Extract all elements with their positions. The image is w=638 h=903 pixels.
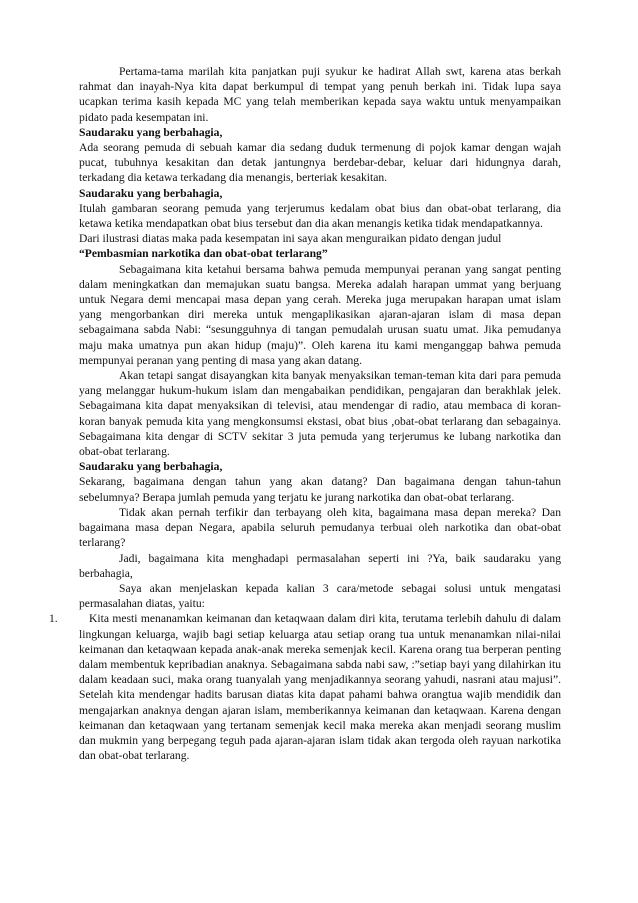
question-paragraph: Sekarang, bagaimana dengan tahun yang akan datang? Dan bagaimana dengan tahun-tahun sebelumnya? Berapa jumlah pemuda yang terjatu ke jurang narkotika dan obat-obat terlarang.	[79, 475, 561, 504]
list-item-text: Kita mesti menanamkan keimanan dan ketaqwaan dalam diri kita, terutama terlebih dahulu di dalam lingkungan keluarga, wajib bagi setiap keluarga atau setiap orang tua untuk menanamkan nilai-nilai keimanan dan ketaqwaan kepada anak-anak mereka semenjak kecil. Karena orang tua berperan penting dalam membentuk kepribadian anaknya. Sebagaimana sabda nabi saw, :”setiap bayi yang dilahirkan itu dalam keadaan suci, maka orang tuanyalah yang menjadikannya seorang yahudi, nasrani atau majusi”. Setelah kita mendengar hadits barusan diatas kita dapat pahami bahwa orangtua wajib mendidik dan mengajarkan anaknya dengan ajaran islam, memberikannya keimanan dan ketaqwaan. Karena dengan keimanan dan ketaqwaan yang tertanam semenjak kecil maka mereka akan menjadi seorang muslim dan mukmin yang berpegang teguh pada ajaran-ajaran islam tidak akan tergoda oleh rayuan narkotika dan obat-obat terlarang.	[79, 612, 561, 763]
youth-role-paragraph: Sebagaimana kita ketahui bersama bahwa pemuda mempunyai peranan yang sangat penting dalam meningkatkan dan memajukan suatu bangsa. Mereka adalah harapan ummat yang berjuang untuk Negara demi mencapai masa depan yang cerah. Mereka juga merupakan harapan umat islam yang mengorbankan diri mereka untuk mengaplikasikan ajaran-ajaran islam di masa depan sebagaimana sabda Nabi: “sesungguhnya di tangan pemudalah urusan suatu umat. Jika pemudanya maju maka umatnya pun akan hidup (maju)”. Oleh karena itu kami menganggap bahwa pemuda mempunyai peranan yang penting di masa yang akan datang.	[79, 262, 561, 367]
future-paragraph: Tidak akan pernah terfikir dan terbayang oleh kita, bagaimana masa depan mereka? Dan bagaimana masa depan Negara, apabila seluruh pemudanya terbuai oleh narkotika dan obat-obat terlarang?	[79, 505, 561, 550]
document-page	[49, 64, 561, 763]
story-paragraph: Ada seorang pemuda di sebuah kamar dia sedang duduk termenung di pojok kamar dengan wajah pucat, tubuhnya kesakitan dan detak jantungnya berdebar-debar, keluar dari hidungnya darah, terkadang dia ketawa terkadang dia menangis, berteriak kesakitan.	[79, 141, 561, 185]
speech-title: “Pembasmian narkotika dan obat-obat terlarang”	[79, 247, 328, 261]
list-item	[49, 611, 561, 763]
greeting-heading-3: Saudaraku yang berbahagia,	[79, 460, 223, 474]
opening-paragraph: Pertama-tama marilah kita panjatkan puji syukur ke hadirat Allah swt, karena atas berkah rahmat dan inayah-Nya kita dapat berkumpul di tempat yang penuh berkah ini. Tidak lupa saya ucapkan terima kasih kepada MC yang telah memberikan kepada saya waktu untuk menyampaikan pidato pada kesempatan ini.	[79, 65, 561, 124]
greeting-heading-1: Saudaraku yang berbahagia,	[79, 125, 223, 139]
illustration-paragraph: Itulah gambaran seorang pemuda yang terjerumus kedalam obat bius dan obat-obat terlarang, dia ketawa ketika mendapatkan obat bius tersebut dan dia akan menangis ketika tidak mendapatkannya.	[79, 201, 561, 231]
approach-paragraph: Jadi, bagaimana kita menghadapi permasalahan seperti ini ?Ya, baik saudaraku yang berbahagia,	[79, 551, 561, 580]
list-item-number: 1.	[49, 612, 58, 626]
youth-problem-paragraph: Akan tetapi sangat disayangkan kita banyak menyaksikan teman-teman kita dari para pemuda yang melanggar hukum-hukum islam dan mengabaikan pendidikan, pengajaran dan berakhlak jelek. Sebagaimana kita dapat menyaksikan di televisi, atau mendengar di radio, atau membaca di koran-koran banyak pemuda kita yang mengkonsumsi ekstasi, obat bius ,obat-obat terlarang dan sebagainya. Sebagaimana kita dengar di SCTV sekitar 3 juta pemuda yang terjerumus ke lubang narkotika dan obat-obat terlarang.	[79, 369, 561, 459]
greeting-heading-2: Saudaraku yang berbahagia,	[79, 186, 223, 200]
intro-title-paragraph: Dari ilustrasi diatas maka pada kesempatan ini saya akan menguraikan pidato dengan judul	[79, 232, 502, 246]
solutions-intro-paragraph: Saya akan menjelaskan kepada kalian 3 cara/metode sebagai solusi untuk mengatasi permasalahan diatas, yaitu:	[79, 581, 561, 611]
